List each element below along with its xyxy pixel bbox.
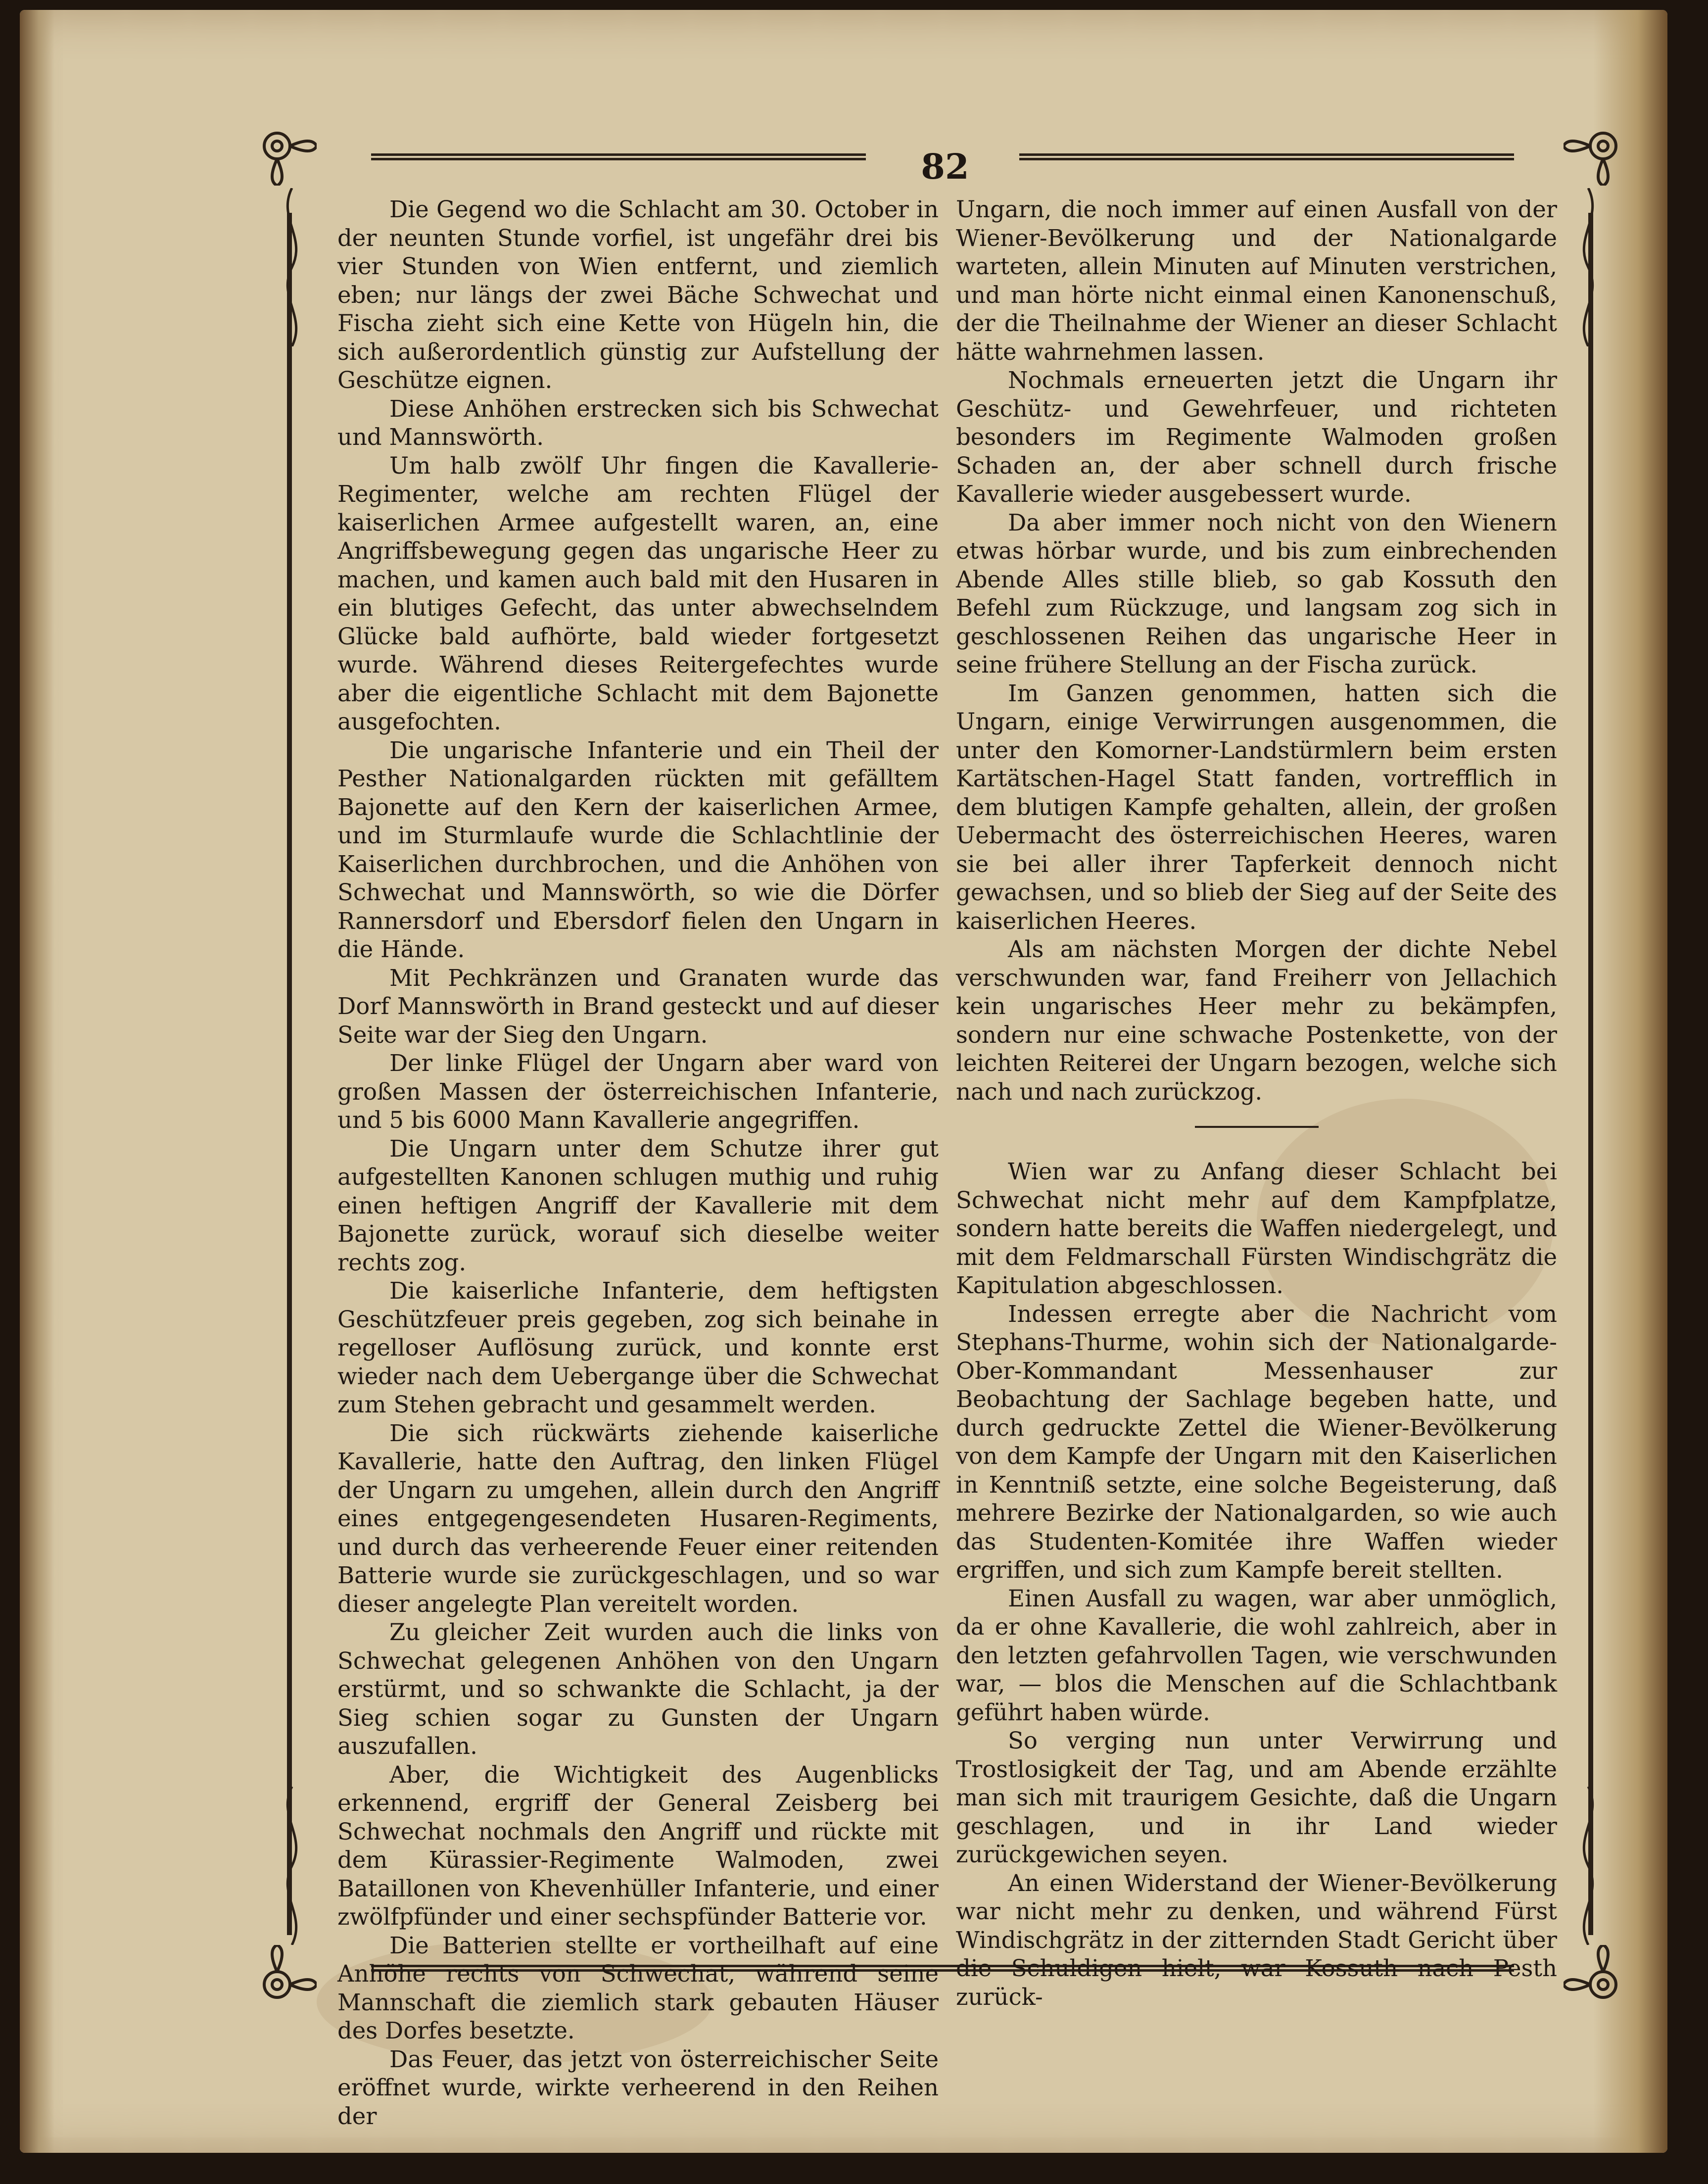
paragraph: Im Ganzen genommen, hatten sich die Ungarn, einige Verwirrungen ausgenommen, die unter den Komorner-Landstürmlern beim ersten Kartätschen-Hagel Statt fanden, vortrefflich in dem blutigen Kampfe gehalten, allein, der großen Uebermacht des österreichischen Heeres, waren sie bei aller ihrer Tapferkeit dennoch nicht gewachsen, und so blieb der Sieg auf der Seite des kaiserlichen Heeres. — [956, 679, 1557, 934]
frame-left-line — [287, 213, 292, 1935]
left-column — [337, 195, 939, 2131]
paragraph: Mit Pechkränzen und Granaten wurde das Dorf Mannswörth in Brand gesteckt und auf dieser Seite war der Sieg den Ungarn. — [337, 964, 939, 1048]
paragraph: Die sich rückwärts ziehende kaiserliche Kavallerie, hatte den Auftrag, den linken Flügel der Ungarn zu umgehen, allein durch den Angriff eines entgegengesendeten Husaren-Regiments, und durch das verheerende Feuer einer reitenden Batterie wurde sie zurückgeschlagen, und so war dieser angelegte Plan vereitelt worden. — [337, 1419, 939, 1617]
paragraph: Wien war zu Anfang dieser Schlacht bei Schwechat nicht mehr auf dem Kampfplatze, sondern hatte bereits die Waffen niedergelegt, und mit dem Feldmarschall Fürsten Windischgrätz die Kapitulation abgeschlossen. — [956, 1158, 1557, 1299]
paragraph: Die Gegend wo die Schlacht am 30. October in der neunten Stunde vorfiel, ist ungefähr drei bis vier Stunden von Wien entfernt, und ziemlich eben; nur längs der zwei Bäche Schwechat und Fischa zieht sich eine Kette von Hügeln hin, die sich außerordentlich günstig zur Aufstellung der Geschütze eignen. — [337, 196, 939, 393]
page — [20, 10, 1667, 2153]
paragraph: Nochmals erneuerten jetzt die Ungarn ihr Geschütz- und Gewehrfeuer, und richteten besonders im Regimente Walmoden großen Schaden an, der aber schnell durch frische Kavallerie wieder ausgebessert wurde. — [956, 367, 1557, 507]
paragraph: Die Batterien stellte er vortheilhaft auf eine Anhöhe rechts von Schwechat, während seine Mannschaft die ziemlich stark gebauten Häuser des Dorfes besetzte. — [337, 1932, 939, 2044]
corner-ornament-icon — [257, 1945, 317, 2004]
vine-ornament-icon — [275, 188, 309, 346]
paragraph: Ungarn, die noch immer auf einen Ausfall von der Wiener-Bevölkerung und der Nationalgarde warteten, allein Minuten auf Minuten verstrichen, und man hörte nicht einmal einen Kanonenschuß, der die Theilnahme der Wiener an dieser Schlacht hätte wahrnehmen lassen. — [956, 196, 1557, 365]
corner-ornament-icon — [257, 126, 317, 186]
paragraph: Da aber immer noch nicht von den Wienern etwas hörbar wurde, und bis zum einbrechenden Abende Alles stille blieb, so gab Kossuth den Befehl zum Rückzuge, und langsam zog sich in geschlossenen Reihen das ungarische Heer in seine frühere Stellung an der Fischa zurück. — [956, 509, 1557, 678]
book-spine-shadow — [20, 10, 54, 2153]
vine-ornament-icon — [1571, 188, 1606, 346]
paragraph: Einen Ausfall zu wagen, war aber unmöglich, da er ohne Kavallerie, die wohl zahlreich, aber in den letzten gefahrvollen Tagen, wie verschwunden war, — blos die Menschen auf die Schlachtbank geführt haben würde. — [956, 1585, 1557, 1726]
vine-ornament-icon — [1571, 1787, 1606, 1945]
top-rule-right — [1019, 153, 1514, 160]
paragraph: Zu gleicher Zeit wurden auch die links von Schwechat gelegenen Anhöhen von den Ungarn erstürmt, und so schwankte die Schlacht, ja der Sieg schien sogar zu Gunsten der Ungarn auszufallen. — [337, 1619, 939, 1759]
ornamental-frame — [277, 146, 1603, 2130]
vine-ornament-icon — [275, 1787, 309, 1945]
paragraph: Indessen erregte aber die Nachricht vom Stephans-Thurme, wohin sich der Nationalgarde-Ober-Kommandant Messenhauser zur Beobachtung der Sachlage begeben hatte, und durch gedruckte Zettel die Wiener-Bevölkerung von dem Kampfe der Ungarn mit den Kaiserlichen in Kenntniß setzte, eine solche Begeisterung, daß mehrere Bezirke der Nationalgarden, so wie auch das Studenten-Komitée ihre Waffen wieder ergriffen, und sich zum Kampfe bereit stellten. — [956, 1300, 1557, 1583]
paragraph: Diese Anhöhen erstrecken sich bis Schwechat und Mannswörth. — [337, 395, 939, 450]
right-column — [956, 195, 1557, 2011]
paragraph: Die ungarische Infanterie und ein Theil der Pesther Nationalgarden rückten mit gefälltem Bajonette auf den Kern der kaiserlichen Armee, und im Sturmlaufe wurde die Schlachtlinie der Kaiserlichen durchbrochen, und die Anhöhen von Schwechat und Mannswörth, so wie die Dörfer Rannersdorf und Ebersdorf fielen den Ungarn in die Hände. — [337, 736, 939, 963]
paragraph: Der linke Flügel der Ungarn aber ward von großen Massen der österreichischen Infanterie, und 5 bis 6000 Mann Kavallerie angegriffen. — [337, 1050, 939, 1133]
top-rule-left — [371, 153, 866, 160]
corner-ornament-icon — [1564, 1945, 1623, 2004]
page-number: 82 — [921, 146, 969, 187]
paragraph: Das Feuer, das jetzt von österreichischer Seite eröffnet wurde, wirkte verheerend in den Reihen der — [337, 2045, 939, 2130]
paragraph: An einen Widerstand der Wiener-Bevölkerung war nicht mehr zu denken, und während Fürst Windischgrätz in der zitternden Stadt Gericht über die Schuldigen hielt, war Kossuth nach Pesth zurück- — [956, 1869, 1557, 2010]
paragraph: Aber, die Wichtigkeit des Augenblicks erkennend, ergriff der General Zeisberg bei Schwechat nochmals den Angriff und rückte mit dem Kürassier-Regimente Walmoden, zwei Bataillonen von Khevenhüller Infanterie, und einer zwölfpfünder und einer sechspfünder Batterie vor. — [337, 1761, 939, 1930]
paragraph: Um halb zwölf Uhr fingen die Kavallerie-Regimenter, welche am rechten Flügel der kaiserlichen Armee aufgestellt waren, an, eine Angriffsbewegung gegen das ungarische Heer zu machen, und kamen auch bald mit den Husaren in ein blutiges Gefecht, das unter abwechselndem Glücke bald aufhörte, bald wieder fortgesetzt wurde. Während dieses Reitergefechtes wurde aber die eigentliche Schlacht mit dem Bajonette ausgefochten. — [337, 452, 939, 735]
frame-right-line — [1588, 213, 1593, 1935]
corner-ornament-icon — [1564, 126, 1623, 186]
paragraph: Als am nächsten Morgen der dichte Nebel verschwunden war, fand Freiherr von Jellachich kein ungarisches Heer mehr zu bekämpfen, sondern nur eine schwache Postenkette, von der leichten Reiterei der Ungarn bezogen, welche sich nach und nach zurückzog. — [956, 936, 1557, 1105]
section-divider — [1195, 1126, 1319, 1128]
paragraph: Die Ungarn unter dem Schutze ihrer gut aufgestellten Kanonen schlugen muthig und ruhig einen heftigen Angriff der Kavallerie mit dem Bajonette zurück, worauf sich dieselbe weiter rechts zog. — [337, 1135, 939, 1276]
paragraph: Die kaiserliche Infanterie, dem heftigsten Geschützfeuer preis gegeben, zog sich beinahe in regelloser Auflösung zurück, und konnte erst wieder nach dem Uebergange über die Schwechat zum Stehen gebracht und gesammelt werden. — [337, 1277, 939, 1418]
paragraph: So verging nun unter Verwirrung und Trostlosigkeit der Tag, und am Abende erzählte man sich mit traurigem Gesichte, daß die Ungarn geschlagen, und in ihr Land wieder zurückgewichen seyen. — [956, 1727, 1557, 1868]
